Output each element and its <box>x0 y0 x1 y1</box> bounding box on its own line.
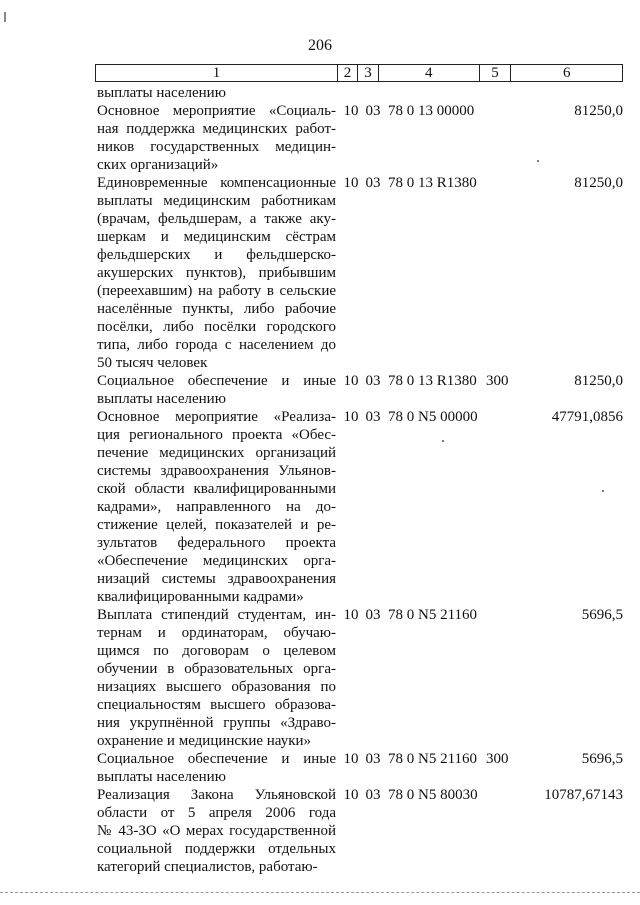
row-line: Социальное обеспечение и иные <box>97 751 336 767</box>
target-article-code: 78 0 N5 21160 <box>388 607 478 623</box>
table-header <box>95 64 623 82</box>
row-line: типа, либо города с населением до <box>97 337 336 353</box>
header-col-5: 5 <box>480 65 512 81</box>
row-line: № 43-ЗО «О мерах государственной <box>97 823 336 839</box>
amount: 81250,0 <box>574 103 623 119</box>
row-line: выплаты населению <box>97 85 226 101</box>
row-line: ния укрупнённой группы «Здраво- <box>97 715 336 731</box>
row-line: ная поддержка медицинских работ- <box>97 121 336 137</box>
header-col-6: 6 <box>562 65 571 81</box>
table-body <box>97 84 623 876</box>
row-line: населённые пункты, либо рабочие <box>97 301 336 317</box>
row-line: Социальное обеспечение и иные <box>97 373 336 389</box>
amount: 5696,5 <box>581 607 623 623</box>
target-article-code: 78 0 N5 80030 <box>388 787 478 803</box>
continuation-row <box>97 84 623 102</box>
row-line: обучении в образовательных орга- <box>97 661 336 677</box>
row-line: области от 5 апреля 2006 года <box>97 805 336 821</box>
row-description <box>97 786 336 876</box>
row-line: ников государственных медицин- <box>97 139 336 155</box>
row-line: «Обеспечение медицинских орга- <box>97 553 336 569</box>
row-line: тернам и ординаторам, обучаю- <box>97 625 336 641</box>
row-description <box>97 102 336 174</box>
section-code: 10 <box>343 787 359 803</box>
table-row <box>97 606 623 750</box>
row-line: акушерских пунктов), прибывшим <box>97 265 336 281</box>
section-code: 10 <box>343 607 359 623</box>
table-row <box>97 750 623 786</box>
row-description <box>97 750 336 786</box>
subsection-code: 03 <box>365 787 381 803</box>
row-line: Реализация Закона Ульяновской <box>97 787 336 803</box>
row-line: посёлки, либо посёлки городского <box>97 319 336 335</box>
row-line: зультатов федерального проекта <box>97 535 336 551</box>
subsection-code: 03 <box>365 607 381 623</box>
page-number: 206 <box>308 37 332 54</box>
section-code: 10 <box>343 751 359 767</box>
row-line: Основное мероприятие «Реализа- <box>97 409 336 425</box>
row-line: выплаты медицинским работникам <box>97 193 336 209</box>
header-col-1: 1 <box>96 65 338 81</box>
scan-edge-mark <box>4 12 6 22</box>
target-article-code: 78 0 N5 21160 <box>388 751 478 767</box>
row-line: фельдшерских и фельдшерско- <box>97 247 336 263</box>
table-row <box>97 408 623 606</box>
row-line: категорий специалистов, работаю- <box>97 859 318 875</box>
section-code: 10 <box>343 373 359 389</box>
header-col-3: 3 <box>358 65 379 81</box>
table-row <box>97 372 623 408</box>
header-col-2: 2 <box>338 65 358 81</box>
row-line: низациях высшего образования по <box>97 679 336 695</box>
row-line: ской области квалифицированными <box>97 481 336 497</box>
row-line: кадрами», направленного на до- <box>97 499 336 515</box>
subsection-code: 03 <box>365 103 381 119</box>
target-article-code: 78 0 13 R1380 <box>388 373 477 389</box>
scan-speck <box>537 160 539 162</box>
row-line: Единовременные компенсационные <box>97 175 336 191</box>
amount: 5696,5 <box>581 751 623 767</box>
target-article-code: 78 0 13 R1380 <box>388 175 477 191</box>
row-line: (переехавшим) на работу в сельские <box>97 283 336 299</box>
section-code: 10 <box>343 409 359 425</box>
row-description <box>97 606 336 750</box>
row-line: 50 тысяч человек <box>97 355 208 371</box>
table-row <box>97 786 623 876</box>
row-line: стижение целей, показателей и ре- <box>97 517 336 533</box>
section-code: 10 <box>343 103 359 119</box>
subsection-code: 03 <box>365 751 381 767</box>
scan-bottom-edge <box>0 892 640 893</box>
expense-type-code: 300 <box>486 751 509 767</box>
row-line: социальной поддержки отдельных <box>97 841 336 857</box>
row-line: щимся по договорам о целевом <box>97 643 336 659</box>
row-line: охранение и медицинские науки» <box>97 733 312 749</box>
row-line: выплаты населению <box>97 391 226 407</box>
expense-type-code: 300 <box>486 373 509 389</box>
row-line: шеркам и медицинским сёстрам <box>97 229 336 245</box>
row-description <box>97 408 336 606</box>
row-line: специальностям высшего образова- <box>97 697 336 713</box>
amount: 47791,0856 <box>551 409 623 425</box>
row-line: квалифицированными кадрами» <box>97 589 304 605</box>
row-description <box>97 174 336 372</box>
scan-speck <box>602 490 604 492</box>
budget-rows <box>97 102 623 876</box>
target-article-code: 78 0 13 00000 <box>388 103 475 119</box>
subsection-code: 03 <box>365 175 381 191</box>
row-line: системы здравоохранения Ульянов- <box>97 463 336 479</box>
header-col-4: 4 <box>379 65 480 81</box>
target-article-code: 78 0 N5 00000 <box>388 409 478 425</box>
row-line: низаций системы здравоохранения <box>97 571 336 587</box>
continuation-text <box>97 84 336 102</box>
table-row <box>97 174 623 372</box>
row-line: (врачам, фельдшерам, а также аку- <box>97 211 336 227</box>
section-code: 10 <box>343 175 359 191</box>
row-line: Основное мероприятие «Социаль- <box>97 103 336 119</box>
subsection-code: 03 <box>365 409 381 425</box>
scan-speck <box>442 440 444 442</box>
row-description <box>97 372 336 408</box>
amount: 81250,0 <box>574 175 623 191</box>
subsection-code: 03 <box>365 373 381 389</box>
row-line: Выплата стипендий студентам, ин- <box>97 607 336 623</box>
row-line: ских организаций» <box>97 157 219 173</box>
row-line: ция регионального проекта «Обес- <box>97 427 336 443</box>
amount: 10787,67143 <box>544 787 623 803</box>
row-line: выплаты населению <box>97 769 226 785</box>
table-row <box>97 102 623 174</box>
amount: 81250,0 <box>574 373 623 389</box>
row-line: печение медицинских организаций <box>97 445 336 461</box>
